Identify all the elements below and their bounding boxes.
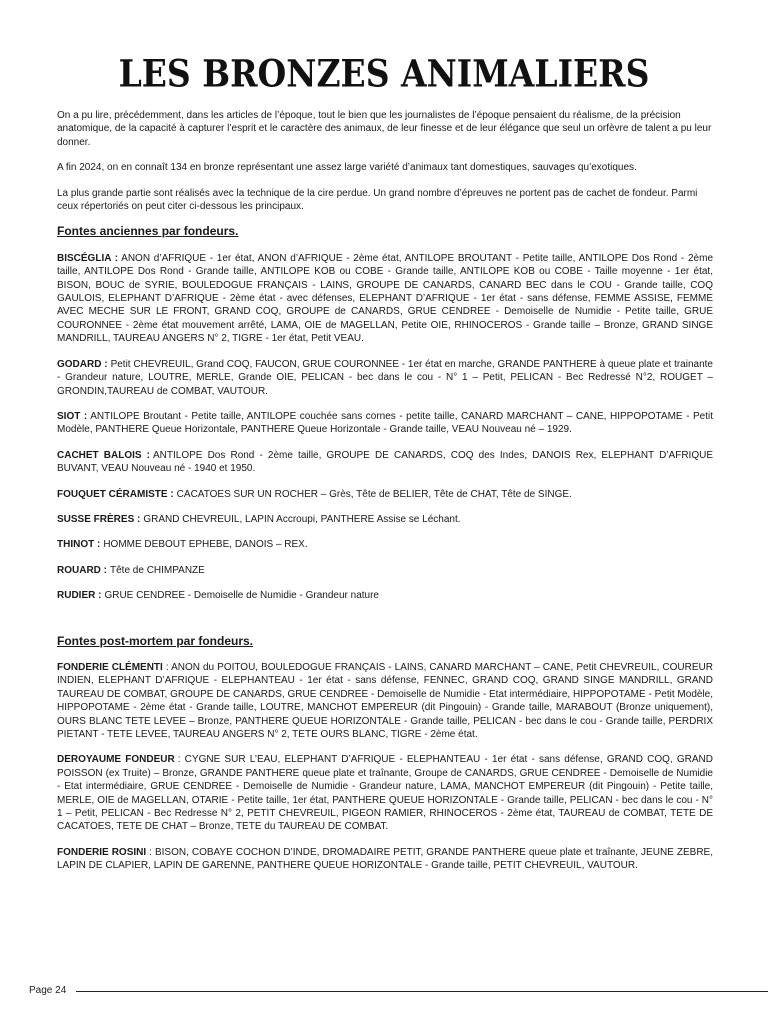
founder-entry — [57, 488, 713, 501]
intro-paragraph: La plus grande partie sont réalisés avec la technique de la cire perdue. Un grand nombre d’épreuves ne portent pas de cachet de fondeur. Parmi ceux répertoriés on peut citer ci-dessous les principaux. — [57, 187, 698, 213]
founder-name: FONDERIE ROSINI — [57, 846, 147, 858]
founder-entry — [57, 589, 713, 602]
founder-entry — [57, 753, 713, 833]
founder-works: ANTILOPE Dos Rond - 2ème taille, GROUPE DE CANARDS, COQ des Indes, DANOIS Rex, ELEPHANT D’AFRIQUE BUVANT, VEAU Nouveau né - 1940 et 1950. — [57, 449, 713, 475]
founder-works: GRUE CENDREE - Demoiselle de Numidie - Grandeur nature — [104, 590, 379, 602]
article-body — [57, 109, 713, 885]
founder-entry — [57, 538, 713, 551]
founder-entry — [57, 661, 713, 741]
founder-name: SIOT : — [57, 410, 88, 422]
founder-name: ROUARD : — [57, 564, 107, 576]
founder-name: CACHET BALOIS : — [57, 449, 150, 461]
founder-entry — [57, 846, 713, 873]
founder-name: DEROYAUME FONDEUR — [57, 754, 175, 766]
section-heading-anciennes: Fontes anciennes par fondeurs. — [57, 224, 239, 239]
founder-entry — [57, 449, 713, 476]
page-number: Page 24 — [29, 985, 67, 996]
founder-works: HOMME DEBOUT EPHEBE, DANOIS – REX. — [103, 539, 308, 551]
founder-entry — [57, 358, 713, 398]
page-title: LES BRONZES ANIMALIERS — [118, 52, 650, 96]
founder-name: THINOT : — [57, 539, 101, 551]
founder-name: BISCÉGLIA : — [57, 252, 119, 264]
founder-works: Tête de CHIMPANZE — [110, 564, 205, 576]
founder-entry — [57, 252, 713, 346]
founder-list-anciennes — [57, 252, 713, 603]
founder-works: CACATOES SUR UN ROCHER – Grès, Tête de BELIER, Tête de CHAT, Tête de SINGE. — [176, 488, 572, 500]
founder-name: GODARD : — [57, 358, 108, 370]
founder-works: ANON d’AFRIQUE - 1er état, ANON d’AFRIQUE - 2ème état, ANTILOPE BROUTANT - Petite taille, ANTILOPE Dos Rond - 2ème taille, ANTILOPE Dos Rond - Grande taille, ANTILOPE KOB ou COBE - Grande taille, ANTILOPE KOB ou COBE - Taille moyenne - 1er état, BISON, BOUC de SYRIE, BOULEDOGUE FRANÇAIS - LAINS, GROUPE DE CANARDS, CANARD BEC dans le COU - Grande taille, COQ GAULOIS, ELEPHANT D’AFRIQUE - 2ème état - avec défenses, ELEPHANT D’AFRIQUE - 1er état - sans défense, FEMME ASSISE, FEMME AVEC MECHE SUR LE FRONT, GRAND COQ, GROUPE de CANARDS, GRUE CENDREE - Demoiselle de Numidie - Petite taille, GRUE COURONNEE - 2ème état mouvement arrêté, LAMA, OIE de MAGELLAN, Petite OIE, RHINOCEROS - Grande taille – Bronze, GRAND SINGE MANDRILL, TAUREAU ANGERS N° 2, TIGRE - 1er état, Petit VEAU. — [57, 252, 714, 345]
founder-name: FONDERIE CLÉMENTI — [57, 661, 163, 673]
founder-works: ANTILOPE Broutant - Petite taille, ANTILOPE couchée sans cornes - petite taille, CANARD MARCHANT – CANE, HIPPOPOTAME - Petit Modèle, PANTHERE Queue Horizontale, PANTHERE Queue Horizontale - Grande taille, VEAU Nouveau né – 1929. — [57, 410, 713, 436]
intro-paragraph: A fin 2024, on en connaît 134 en bronze représentant une assez large variété d’animaux tant domestiques, sauvages qu’exotiques. — [57, 162, 637, 174]
founder-entry — [57, 564, 713, 577]
footer-divider — [76, 991, 768, 992]
section-heading-post-mortem: Fontes post-mortem par fondeurs. — [57, 633, 254, 648]
founder-entry — [57, 410, 713, 437]
founder-works: : BISON, COBAYE COCHON D’INDE, DROMADAIRE PETIT, GRANDE PANTHERE queue plate et traînante, JEUNE ZEBRE, LAPIN DE CLAPIER, LAPIN DE GARENNE, PANTHERE QUEUE HORIZONTALE - Grande taille, PETIT CHEVREUIL, VAUTOUR. — [57, 846, 713, 872]
founder-entry — [57, 513, 713, 526]
founder-works: Petit CHEVREUIL, Grand COQ, FAUCON, GRUE COURONNEE - 1er état en marche, GRANDE PANTHERE à queue plate et trainante - Grandeur nature, LOUTRE, MERLE, Grande OIE, PELICAN - bec dans le cou - N° 1 – Petit, PELICAN - Bec Redressé N°2, ROUGET – GRONDIN,TAUREAU de COMBAT, VAUTOUR. — [57, 358, 713, 397]
founder-name: RUDIER : — [57, 590, 102, 602]
founder-name: FOUQUET CÉRAMISTE : — [57, 488, 174, 500]
founder-name: SUSSE FRÈRES : — [57, 513, 141, 525]
founder-works: GRAND CHEVREUIL, LAPIN Accroupi, PANTHERE Assise se Léchant. — [143, 513, 461, 525]
founder-works: : ANON du POITOU, BOULEDOGUE FRANÇAIS - LAINS, CANARD MARCHANT – CANE, Petit CHEVREUIL, COUREUR INDIEN, ELEPHANT D’AFRIQUE - ELEPHANTEAU - 1er état - sans défense, FENNEC, GRAND COQ, GRAND SINGE MANDRILL, GRAND TAUREAU DE COMBAT, GROUPE DE CANARDS, GRUE CENDREE - Demoiselle de Numidie - Etat intermédiaire, HIPPOPOTAME - Petit Modèle, HIPPOPOTAME - 2ème état - Grande taille, LOUTRE, MANCHOT EMPEREUR (dit Pingouin) - Grande taille, MARABOUT (Bronze uniquement), OURS BLANC TETE LEVEE – Bronze, PANTHERE QUEUE HORIZONTALE - Grande taille, PELICAN - bec dans le cou - Grande taille, PERDRIX PIETANT - TETE LEVEE, TAUREAU ANGERS N° 2, TETE OURS BLANC, TIGRE - 2ème état. — [57, 661, 713, 740]
founder-works: : CYGNE SUR L’EAU, ELEPHANT D’AFRIQUE - ELEPHANTEAU - 1er état - sans défense, GRAND COQ, GRAND POISSON (ex Truite) – Bronze, GRANDE PANTHERE queue plate et traînante, Groupe de CANARDS, GRUE CENDREE - Demoiselle de Numidie - Etat intermédiaire, GRUE CENDREE - Demoiselle de Numidie - Grandeur nature, LAMA, MANCHOT EMPEREUR (dit Pingouin) - Petite taille, MERLE, OIE de MAGELLAN, OTARIE - Petite taille, 1er état, PANTHERE QUEUE HORIZONTALE - Grande taille, PELICAN - bec dans le cou - N° 1 – Petit, PELICAN - Bec Redresse N° 2, PETIT CHEVREUIL, PIGEON RAMIER, RHINOCEROS - 2ème état, TAUREAU de COMBAT, TETE DE CACATOES, TETE DE CHAT – Bronze, TETE du TAUREAU DE COMBAT. — [57, 754, 713, 833]
intro-paragraph: On a pu lire, précédemment, dans les articles de l’époque, tout le bien que les journalistes de l’époque pensaient du réalisme, de la précision anatomique, de la capacité à capturer l’esprit et le caractère des animaux, de leur finesse et de leur élégance que seul un orfèvre de talent a pu leur donner. — [57, 110, 712, 148]
founder-list-post-mortem — [57, 661, 713, 873]
